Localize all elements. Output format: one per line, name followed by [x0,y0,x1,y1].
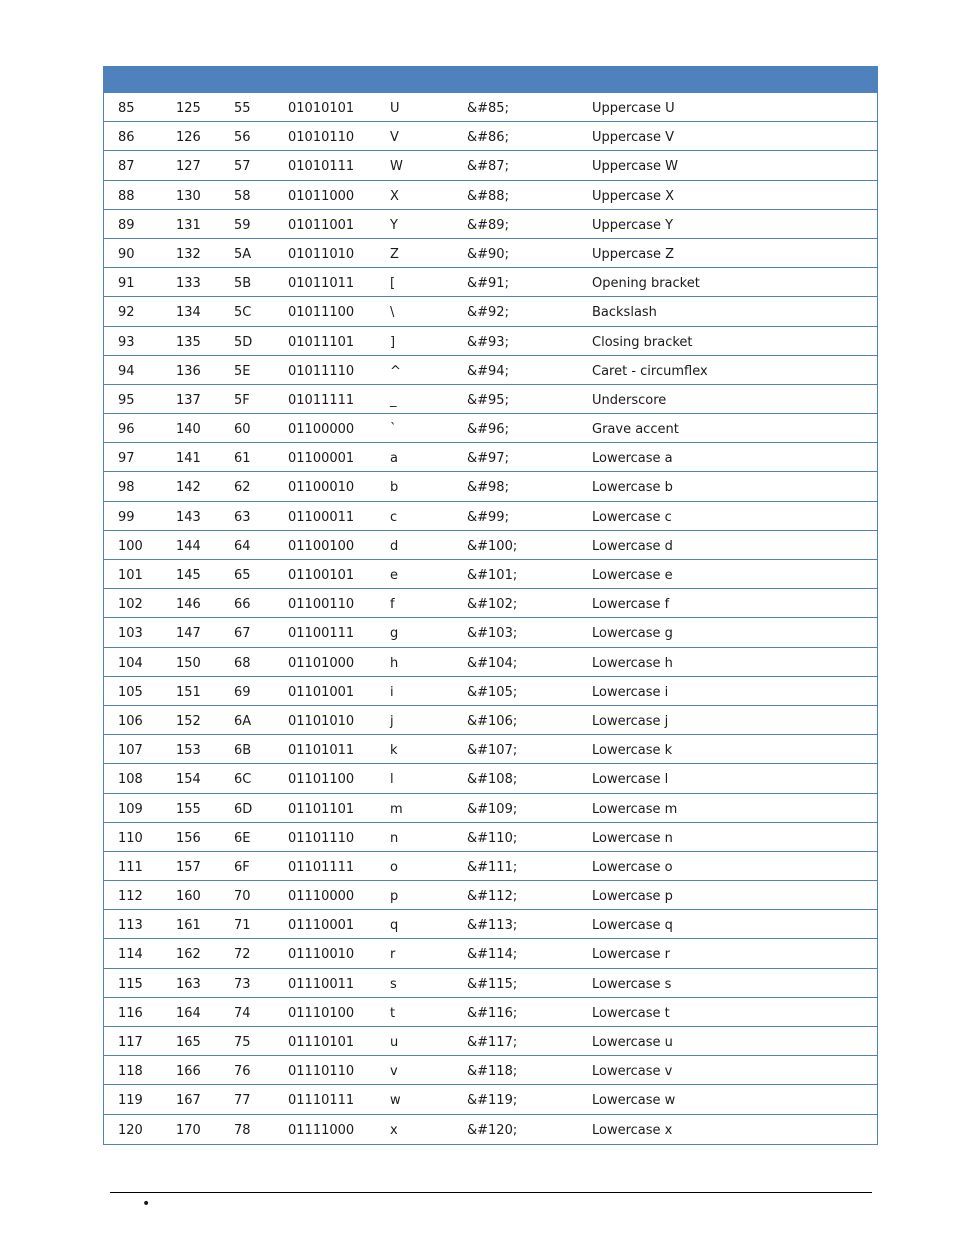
description-cell: Closing bracket [592,334,693,350]
binary-cell: 01101010 [288,713,355,729]
html-code-cell: &#97; [467,451,509,467]
html-code-cell: &#106; [467,713,518,729]
html-code-cell: &#111; [467,859,518,875]
decimal-cell: 93 [118,334,135,350]
hex-cell: 74 [234,1005,251,1021]
hex-cell: 5B [234,276,252,292]
html-code-cell: &#102; [467,597,518,613]
hex-cell: 61 [234,451,251,467]
binary-cell: 01101110 [288,830,355,846]
symbol-cell: f [390,597,395,613]
binary-cell: 01100111 [288,626,355,642]
description-cell: Lowercase d [592,538,673,554]
html-code-cell: &#98; [467,480,509,496]
table-row [104,1085,877,1114]
html-code-cell: &#93; [467,334,509,350]
table-row [104,706,877,735]
decimal-cell: 113 [118,918,143,934]
description-cell: Lowercase f [592,597,670,613]
decimal-cell: 105 [118,684,143,700]
binary-cell: 01100101 [288,568,355,583]
symbol-cell: p [390,889,399,905]
decimal-cell: 111 [118,859,143,875]
decimal-cell: 115 [118,976,143,992]
binary-cell: 01011101 [288,334,355,350]
description-cell: Opening bracket [592,276,700,292]
binary-cell: 01110000 [288,889,355,905]
hex-cell: 55 [234,101,251,116]
hex-cell: 5A [234,246,252,262]
html-code-cell: &#89; [467,217,509,233]
octal-cell: 146 [176,597,201,613]
table-row [104,852,877,881]
table-row [104,151,877,180]
description-cell: Uppercase V [592,130,674,146]
binary-cell: 01100110 [288,597,355,613]
decimal-cell: 88 [118,188,135,204]
decimal-cell: 109 [118,801,143,817]
html-code-cell: &#113; [467,918,518,934]
description-cell: Grave accent [592,422,679,438]
hex-cell: 5D [234,334,253,350]
octal-cell: 141 [176,451,201,467]
symbol-cell: ^ [390,363,401,379]
hex-cell: 67 [234,626,251,642]
hex-cell: 6B [234,743,252,759]
table-row [104,531,877,560]
symbol-cell: h [390,655,399,671]
html-code-cell: &#119; [467,1093,518,1109]
decimal-cell: 100 [118,538,143,554]
hex-cell: 71 [234,918,251,934]
html-code-cell: &#105; [467,684,518,700]
decimal-cell: 89 [118,217,135,233]
binary-cell: 01011100 [288,305,355,321]
decimal-cell: 104 [118,655,143,671]
octal-cell: 133 [176,276,201,292]
symbol-cell: b [390,480,399,496]
octal-cell: 157 [176,859,201,875]
octal-cell: 134 [176,305,201,321]
table-row [104,472,877,501]
hex-cell: 6C [234,772,252,788]
hex-cell: 70 [234,889,251,905]
hex-cell: 58 [234,188,251,204]
decimal-cell: 99 [118,509,135,525]
html-code-cell: &#96; [467,422,509,438]
table-row [104,794,877,823]
table-row [104,881,877,910]
html-code-cell: &#114; [467,947,518,963]
description-cell: Lowercase m [592,801,678,817]
decimal-cell: 90 [118,246,135,262]
symbol-cell: r [390,947,396,963]
html-code-cell: &#110; [467,830,518,846]
html-code-cell: &#86; [467,130,509,146]
symbol-cell: i [390,684,394,700]
hex-cell: 5C [234,305,252,321]
binary-cell: 01011011 [288,276,355,292]
binary-cell: 01100100 [288,538,355,554]
description-cell: Lowercase n [592,830,673,846]
symbol-cell: x [390,1122,398,1138]
decimal-cell: 103 [118,626,143,642]
symbol-cell: a [390,451,398,467]
binary-cell: 01101101 [288,801,355,817]
symbol-cell: s [390,976,397,992]
table-row [104,327,877,356]
octal-cell: 156 [176,830,201,846]
html-code-cell: &#118; [467,1064,518,1080]
table-row [104,735,877,764]
table-row [104,502,877,531]
table-row [104,122,877,151]
table-row [104,181,877,210]
octal-cell: 163 [176,976,201,992]
table-row [104,1056,877,1085]
symbol-cell: Y [390,217,398,233]
decimal-cell: 117 [118,1035,143,1050]
description-cell: Uppercase X [592,188,674,204]
symbol-cell: X [390,188,399,204]
description-cell: Lowercase u [592,1035,673,1050]
html-code-cell: &#120; [467,1122,518,1138]
hex-cell: 60 [234,422,251,438]
binary-cell: 01011001 [288,217,355,233]
description-cell: Lowercase w [592,1093,676,1109]
octal-cell: 137 [176,392,201,408]
hex-cell: 5F [234,392,250,408]
decimal-cell: 86 [118,130,135,146]
decimal-cell: 116 [118,1005,143,1021]
binary-cell: 01011010 [288,246,355,262]
binary-cell: 01101000 [288,655,355,671]
octal-cell: 126 [176,130,201,146]
hex-cell: 5E [234,363,251,379]
decimal-cell: 120 [118,1122,143,1138]
table-row [104,268,877,297]
description-cell: Lowercase s [592,976,672,992]
html-code-cell: &#95; [467,392,509,408]
hex-cell: 62 [234,480,251,496]
symbol-cell: e [390,568,398,583]
table-row [104,297,877,326]
decimal-cell: 119 [118,1093,143,1109]
symbol-cell: u [390,1035,399,1050]
description-cell: Lowercase c [592,509,672,525]
symbol-cell: q [390,918,399,934]
footer-bullet: • [142,1196,151,1212]
html-code-cell: &#99; [467,509,509,525]
binary-cell: 01110011 [288,976,355,992]
html-code-cell: &#100; [467,538,518,554]
decimal-cell: 91 [118,276,135,292]
decimal-cell: 94 [118,363,135,379]
octal-cell: 127 [176,159,201,175]
description-cell: Lowercase v [592,1064,673,1080]
symbol-cell: \ [390,305,395,321]
table-row [104,1115,877,1144]
symbol-cell: n [390,830,399,846]
binary-cell: 01011000 [288,188,355,204]
description-cell: Uppercase Z [592,246,674,262]
binary-cell: 01011110 [288,363,355,379]
octal-cell: 167 [176,1093,201,1109]
symbol-cell: U [390,101,400,116]
description-cell: Underscore [592,392,667,408]
hex-cell: 69 [234,684,251,700]
symbol-cell: w [390,1093,401,1109]
symbol-cell: V [390,130,399,146]
symbol-cell: ` [390,422,397,438]
html-code-cell: &#109; [467,801,518,817]
html-code-cell: &#90; [467,246,509,262]
description-cell: Lowercase h [592,655,673,671]
description-cell: Lowercase a [592,451,673,467]
octal-cell: 144 [176,538,201,554]
symbol-cell: j [390,713,394,729]
binary-cell: 01010110 [288,130,355,146]
octal-cell: 164 [176,1005,201,1021]
description-cell: Uppercase Y [592,217,674,233]
decimal-cell: 85 [118,101,135,116]
hex-cell: 65 [234,568,251,583]
hex-cell: 6E [234,830,251,846]
octal-cell: 125 [176,101,201,116]
table-row [104,939,877,968]
binary-cell: 01101001 [288,684,355,700]
octal-cell: 151 [176,684,201,700]
description-cell: Lowercase q [592,918,673,934]
octal-cell: 140 [176,422,201,438]
octal-cell: 165 [176,1035,201,1050]
html-code-cell: &#85; [467,101,509,116]
binary-cell: 01110010 [288,947,355,963]
decimal-cell: 95 [118,392,135,408]
octal-cell: 152 [176,713,201,729]
symbol-cell: v [390,1064,398,1080]
symbol-cell: m [390,801,403,817]
description-cell: Lowercase x [592,1122,673,1138]
decimal-cell: 87 [118,159,135,175]
table-row [104,414,877,443]
hex-cell: 57 [234,159,251,175]
binary-cell: 01010101 [288,101,355,116]
binary-cell: 01110001 [288,918,355,934]
symbol-cell: c [390,509,398,525]
octal-cell: 155 [176,801,201,817]
description-cell: Lowercase g [592,626,673,642]
description-cell: Lowercase i [592,684,669,700]
html-code-cell: &#94; [467,363,509,379]
decimal-cell: 106 [118,713,143,729]
hex-cell: 64 [234,538,251,554]
binary-cell: 01110111 [288,1093,355,1109]
hex-cell: 76 [234,1064,251,1080]
octal-cell: 162 [176,947,201,963]
description-cell: Backslash [592,305,657,321]
octal-cell: 153 [176,743,201,759]
html-code-cell: &#101; [467,568,518,583]
html-code-cell: &#108; [467,772,518,788]
symbol-cell: [ [390,276,396,292]
html-code-cell: &#88; [467,188,509,204]
table-row [104,764,877,793]
binary-cell: 01011111 [288,392,355,408]
table-row [104,210,877,239]
hex-cell: 75 [234,1035,251,1050]
binary-cell: 01110100 [288,1005,355,1021]
binary-cell: 01110101 [288,1035,355,1050]
decimal-cell: 92 [118,305,135,321]
decimal-cell: 114 [118,947,143,963]
hex-cell: 73 [234,976,251,992]
octal-cell: 161 [176,918,201,934]
binary-cell: 01110110 [288,1064,355,1080]
hex-cell: 56 [234,130,251,146]
hex-cell: 6D [234,801,253,817]
table-row [104,910,877,939]
octal-cell: 130 [176,188,201,204]
binary-cell: 01100011 [288,509,355,525]
binary-cell: 01100000 [288,422,355,438]
octal-cell: 145 [176,568,201,583]
symbol-cell: _ [390,392,397,408]
symbol-cell: d [390,538,399,554]
decimal-cell: 118 [118,1064,143,1080]
description-cell: Lowercase o [592,859,673,875]
table-row [104,618,877,647]
hex-cell: 72 [234,947,251,963]
decimal-cell: 108 [118,772,143,788]
description-cell: Lowercase p [592,889,673,905]
symbol-cell: t [390,1005,396,1021]
html-code-cell: &#115; [467,976,518,992]
hex-cell: 66 [234,597,251,613]
description-cell: Lowercase k [592,743,673,759]
decimal-cell: 107 [118,743,143,759]
symbol-cell: g [390,626,399,642]
symbol-cell: ] [390,334,396,350]
octal-cell: 136 [176,363,201,379]
octal-cell: 160 [176,889,201,905]
description-cell: Lowercase j [592,713,669,729]
table-row [104,1027,877,1056]
octal-cell: 154 [176,772,201,788]
html-code-cell: &#92; [467,305,509,321]
symbol-cell: k [390,743,398,759]
octal-cell: 131 [176,217,201,233]
description-cell: Caret - circumflex [592,363,708,379]
table-row [104,239,877,268]
binary-cell: 01100001 [288,451,355,467]
symbol-cell: Z [390,246,399,262]
table-row [104,443,877,472]
symbol-cell: W [390,159,403,175]
table-header-band [104,66,877,93]
table-body [104,93,877,1144]
decimal-cell: 101 [118,568,143,583]
table-row [104,998,877,1027]
octal-cell: 143 [176,509,201,525]
table-row [104,648,877,677]
description-cell: Lowercase r [592,947,671,963]
decimal-cell: 98 [118,480,135,496]
html-code-cell: &#103; [467,626,518,642]
octal-cell: 147 [176,626,201,642]
octal-cell: 150 [176,655,201,671]
octal-cell: 135 [176,334,201,350]
table-row [104,356,877,385]
binary-cell: 01010111 [288,159,355,175]
decimal-cell: 97 [118,451,135,467]
hex-cell: 68 [234,655,251,671]
hex-cell: 59 [234,217,251,233]
html-code-cell: &#91; [467,276,509,292]
decimal-cell: 112 [118,889,143,905]
footer-divider [110,1192,872,1193]
html-code-cell: &#107; [467,743,518,759]
binary-cell: 01101100 [288,772,355,788]
decimal-cell: 102 [118,597,143,613]
description-cell: Uppercase W [592,159,678,175]
description-cell: Lowercase e [592,568,673,583]
hex-cell: 6F [234,859,250,875]
description-cell: Uppercase U [592,101,675,116]
binary-cell: 01100010 [288,480,355,496]
hex-cell: 63 [234,509,251,525]
html-code-cell: &#117; [467,1035,518,1050]
table-row [104,93,877,122]
octal-cell: 132 [176,246,201,262]
symbol-cell: o [390,859,398,875]
html-code-cell: &#104; [467,655,518,671]
html-code-cell: &#112; [467,889,518,905]
symbol-cell: l [390,772,394,788]
binary-cell: 01111000 [288,1122,355,1138]
description-cell: Lowercase l [592,772,669,788]
binary-cell: 01101011 [288,743,355,759]
hex-cell: 6A [234,713,252,729]
description-cell: Lowercase t [592,1005,670,1021]
octal-cell: 170 [176,1122,201,1138]
hex-cell: 77 [234,1093,251,1109]
hex-cell: 78 [234,1122,251,1138]
ascii-table [103,66,878,1145]
octal-cell: 166 [176,1064,201,1080]
table-row [104,823,877,852]
decimal-cell: 110 [118,830,143,846]
description-cell: Lowercase b [592,480,673,496]
binary-cell: 01101111 [288,859,355,875]
table-row [104,969,877,998]
decimal-cell: 96 [118,422,135,438]
table-row [104,589,877,618]
table-row [104,677,877,706]
html-code-cell: &#116; [467,1005,518,1021]
table-row [104,385,877,414]
octal-cell: 142 [176,480,201,496]
html-code-cell: &#87; [467,159,509,175]
table-row [104,560,877,589]
